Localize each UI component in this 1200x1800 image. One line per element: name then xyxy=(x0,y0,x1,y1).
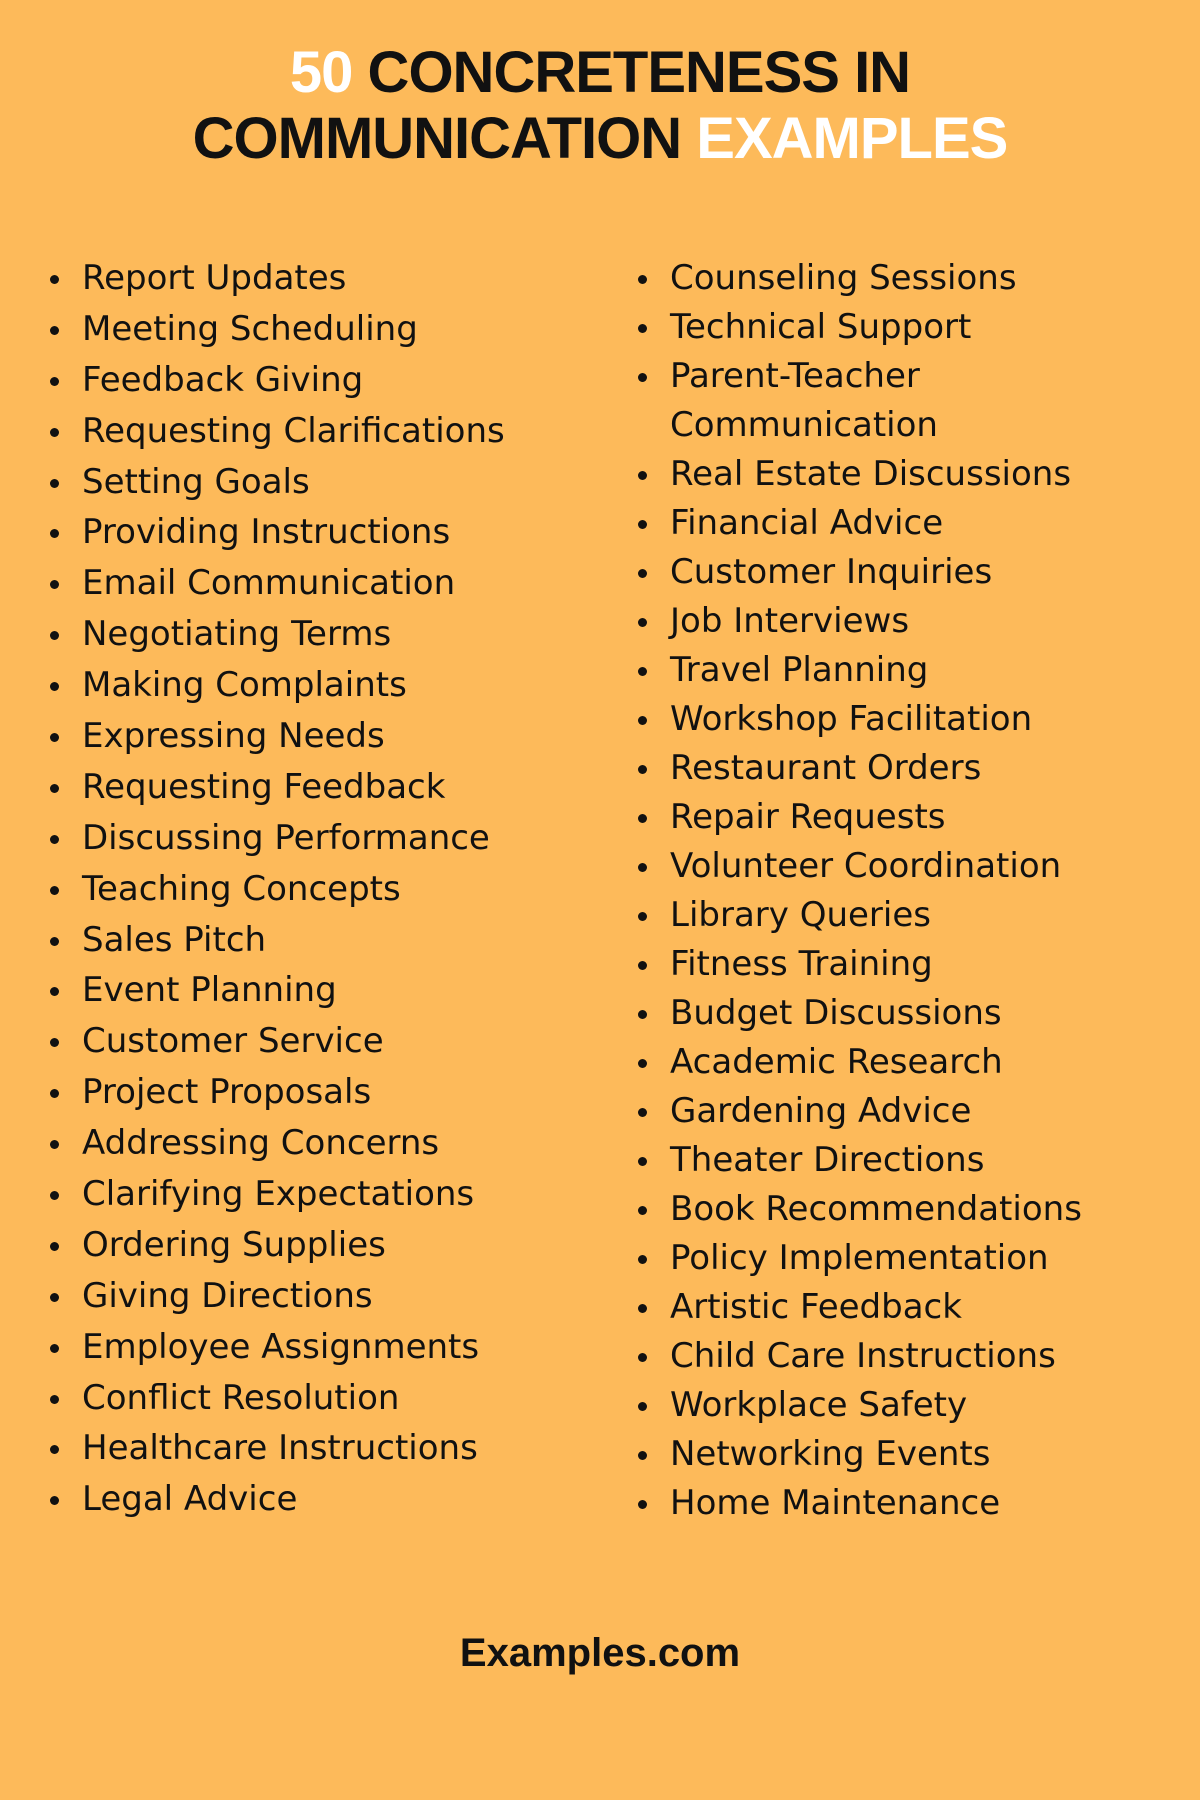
title-highlight: EXAMPLES xyxy=(696,106,1008,171)
site-credit: Examples.com xyxy=(459,1631,741,1675)
title-line1-text: CONCRETENESS IN xyxy=(352,40,911,105)
list-item: Parent-Teacher Communication xyxy=(636,352,1150,450)
list-item: Project Proposals xyxy=(48,1068,608,1117)
list-item: Addressing Concerns xyxy=(48,1119,608,1168)
list-item: Setting Goals xyxy=(48,458,608,507)
list-item: Fitness Training xyxy=(636,940,1176,989)
list-item: Providing Instructions xyxy=(48,508,608,557)
list-item: Restaurant Orders xyxy=(636,744,1176,793)
title-line2-text: COMMUNICATION xyxy=(192,106,697,171)
list-item: Sales Pitch xyxy=(48,916,608,965)
list-item: Travel Planning xyxy=(636,646,1176,695)
list-item: Workplace Safety xyxy=(636,1381,1176,1430)
list-item: Clarifying Expectations xyxy=(48,1170,608,1219)
list-item: Teaching Concepts xyxy=(48,865,608,914)
list-item: Theater Directions xyxy=(636,1136,1176,1185)
list-item: Policy Implementation xyxy=(636,1234,1176,1283)
list-item: Event Planning xyxy=(48,966,608,1015)
list-item: Legal Advice xyxy=(48,1475,608,1524)
list-item: Budget Discussions xyxy=(636,989,1176,1038)
list-item: Making Complaints xyxy=(48,661,608,710)
list-item: Artistic Feedback xyxy=(636,1283,1176,1332)
page-title xyxy=(0,40,1200,172)
list-item: Feedback Giving xyxy=(48,356,608,405)
list-item: Book Recommendations xyxy=(636,1185,1176,1234)
list-item: Technical Support xyxy=(636,303,1176,352)
examples-columns xyxy=(0,254,1200,1574)
list-item: Giving Directions xyxy=(48,1272,608,1321)
list-item: Ordering Supplies xyxy=(48,1221,608,1270)
list-item: Meeting Scheduling xyxy=(48,305,608,354)
list-item: Conflict Resolution xyxy=(48,1374,608,1423)
list-item: Customer Service xyxy=(48,1017,608,1066)
list-item: Real Estate Discussions xyxy=(636,450,1176,499)
list-item: Job Interviews xyxy=(636,597,1176,646)
list-item: Gardening Advice xyxy=(636,1087,1176,1136)
list-item: Child Care Instructions xyxy=(636,1332,1176,1381)
list-item: Discussing Performance xyxy=(48,814,608,863)
title-number: 50 xyxy=(289,40,353,105)
list-item: Report Updates xyxy=(48,254,608,303)
list-item: Employee Assignments xyxy=(48,1323,608,1372)
list-item: Library Queries xyxy=(636,891,1176,940)
list-item: Networking Events xyxy=(636,1430,1176,1479)
list-item: Home Maintenance xyxy=(636,1479,1176,1528)
list-item: Email Communication xyxy=(48,559,608,608)
examples-list-right xyxy=(636,254,1176,1528)
list-item: Volunteer Coordination xyxy=(636,842,1176,891)
list-item: Requesting Clarifications xyxy=(48,407,608,456)
list-item: Counseling Sessions xyxy=(636,254,1176,303)
list-item: Customer Inquiries xyxy=(636,548,1176,597)
list-item: Healthcare Instructions xyxy=(48,1424,608,1473)
list-item: Repair Requests xyxy=(636,793,1176,842)
list-item: Workshop Facilitation xyxy=(636,695,1176,744)
examples-list-left xyxy=(48,254,608,1526)
list-item: Financial Advice xyxy=(636,499,1176,548)
list-item: Negotiating Terms xyxy=(48,610,608,659)
list-item: Expressing Needs xyxy=(48,712,608,761)
list-item: Academic Research xyxy=(636,1038,1176,1087)
list-item: Requesting Feedback xyxy=(48,763,608,812)
